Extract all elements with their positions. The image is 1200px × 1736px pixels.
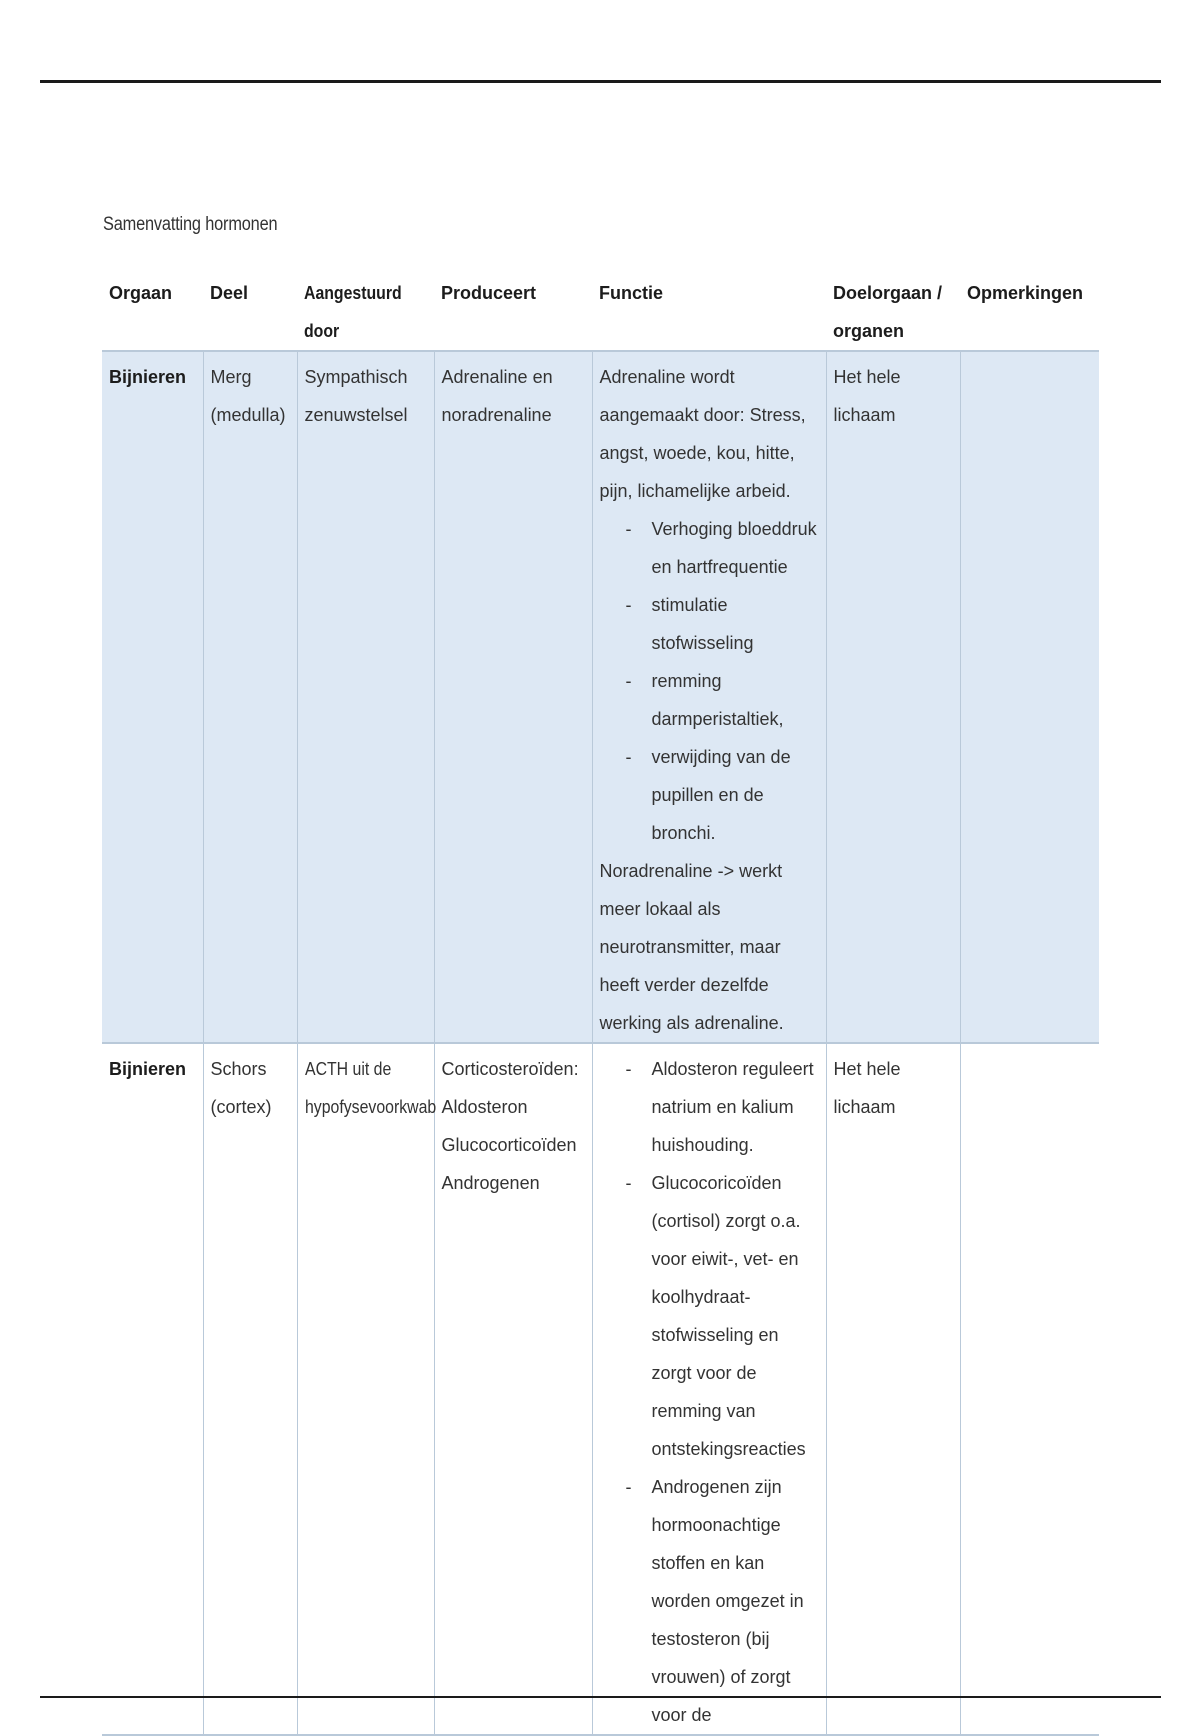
list-item: - Verhoging bloeddruk en hartfrequentie: [652, 510, 819, 586]
list-item: - Androgenen zijn hormoonachtige stoffen en kan worden omgezet in testosteron (bij vrouwen) of zorgt voor de: [652, 1468, 819, 1734]
produceert-line: Corticosteroïden:: [441, 1059, 579, 1079]
header-doelorgaan: Doelorgaan / organen: [826, 270, 960, 351]
functie-list: [600, 1050, 819, 1734]
list-item: - remming darmperistaltiek,: [652, 662, 819, 738]
cell-doelorgaan: Het hele lichaam: [826, 351, 960, 1043]
produceert-line: Glucocorticoïden: [441, 1135, 577, 1155]
functie-outro: Noradrenaline -> werkt meer lokaal als neurotransmitter, maar heeft verder dezelfde werking als adrenaline.: [599, 861, 784, 1033]
header-functie: Functie: [592, 270, 826, 351]
header-aangestuurd-door: Aangestuurd door: [297, 270, 434, 351]
cell-produceert: [434, 1043, 592, 1735]
table-header-row: [102, 270, 1099, 351]
cell-orgaan: Bijnieren: [102, 351, 203, 1043]
produceert-line: Aldosteron: [441, 1097, 528, 1117]
table-row: [102, 1043, 1099, 1735]
table-row: [102, 351, 1099, 1043]
list-item: - Aldosteron reguleert natrium en kalium huishouding.: [652, 1050, 819, 1164]
list-item: - stimulatie stofwisseling: [652, 586, 819, 662]
header-orgaan: Orgaan: [102, 270, 203, 351]
functie-intro: Adrenaline wordt aangemaakt door: Stress, angst, woede, kou, hitte, pijn, lichamelijke arbeid.: [599, 367, 806, 501]
cell-opmerkingen: [960, 351, 1099, 1043]
header-produceert: Produceert: [434, 270, 592, 351]
cell-produceert: [434, 351, 592, 1043]
list-item: - verwijding van de pupillen en de bronchi.: [652, 738, 819, 852]
functie-list: [600, 510, 819, 852]
cell-doelorgaan: Het hele lichaam: [826, 1043, 960, 1735]
hormones-table: [102, 270, 1099, 1736]
document-title: Samenvatting hormonen: [103, 214, 278, 235]
produceert-line: Adrenaline en noradrenaline: [441, 367, 553, 425]
cell-aangestuurd-door: Sympathisch zenuwstelsel: [297, 351, 434, 1043]
cell-functie: [592, 351, 826, 1043]
header-opmerkingen: Opmerkingen: [960, 270, 1099, 351]
cell-opmerkingen: [960, 1043, 1099, 1735]
header-deel: Deel: [203, 270, 297, 351]
cell-functie: [592, 1043, 826, 1735]
cell-orgaan: Bijnieren: [102, 1043, 203, 1735]
produceert-line: Androgenen: [441, 1173, 540, 1193]
cell-deel: Merg (medulla): [203, 351, 297, 1043]
header-rule: [40, 80, 1161, 83]
cell-aangestuurd-door: ACTH uit de hypofysevoorkwab: [297, 1043, 434, 1735]
cell-deel: Schors (cortex): [203, 1043, 297, 1735]
footer-rule: [40, 1696, 1161, 1698]
list-item: - Glucocoricoïden (cortisol) zorgt o.a. voor eiwit-, vet- en koolhydraat-stofwisseling en zorgt voor de remming van ontstekingsreacties: [652, 1164, 819, 1468]
